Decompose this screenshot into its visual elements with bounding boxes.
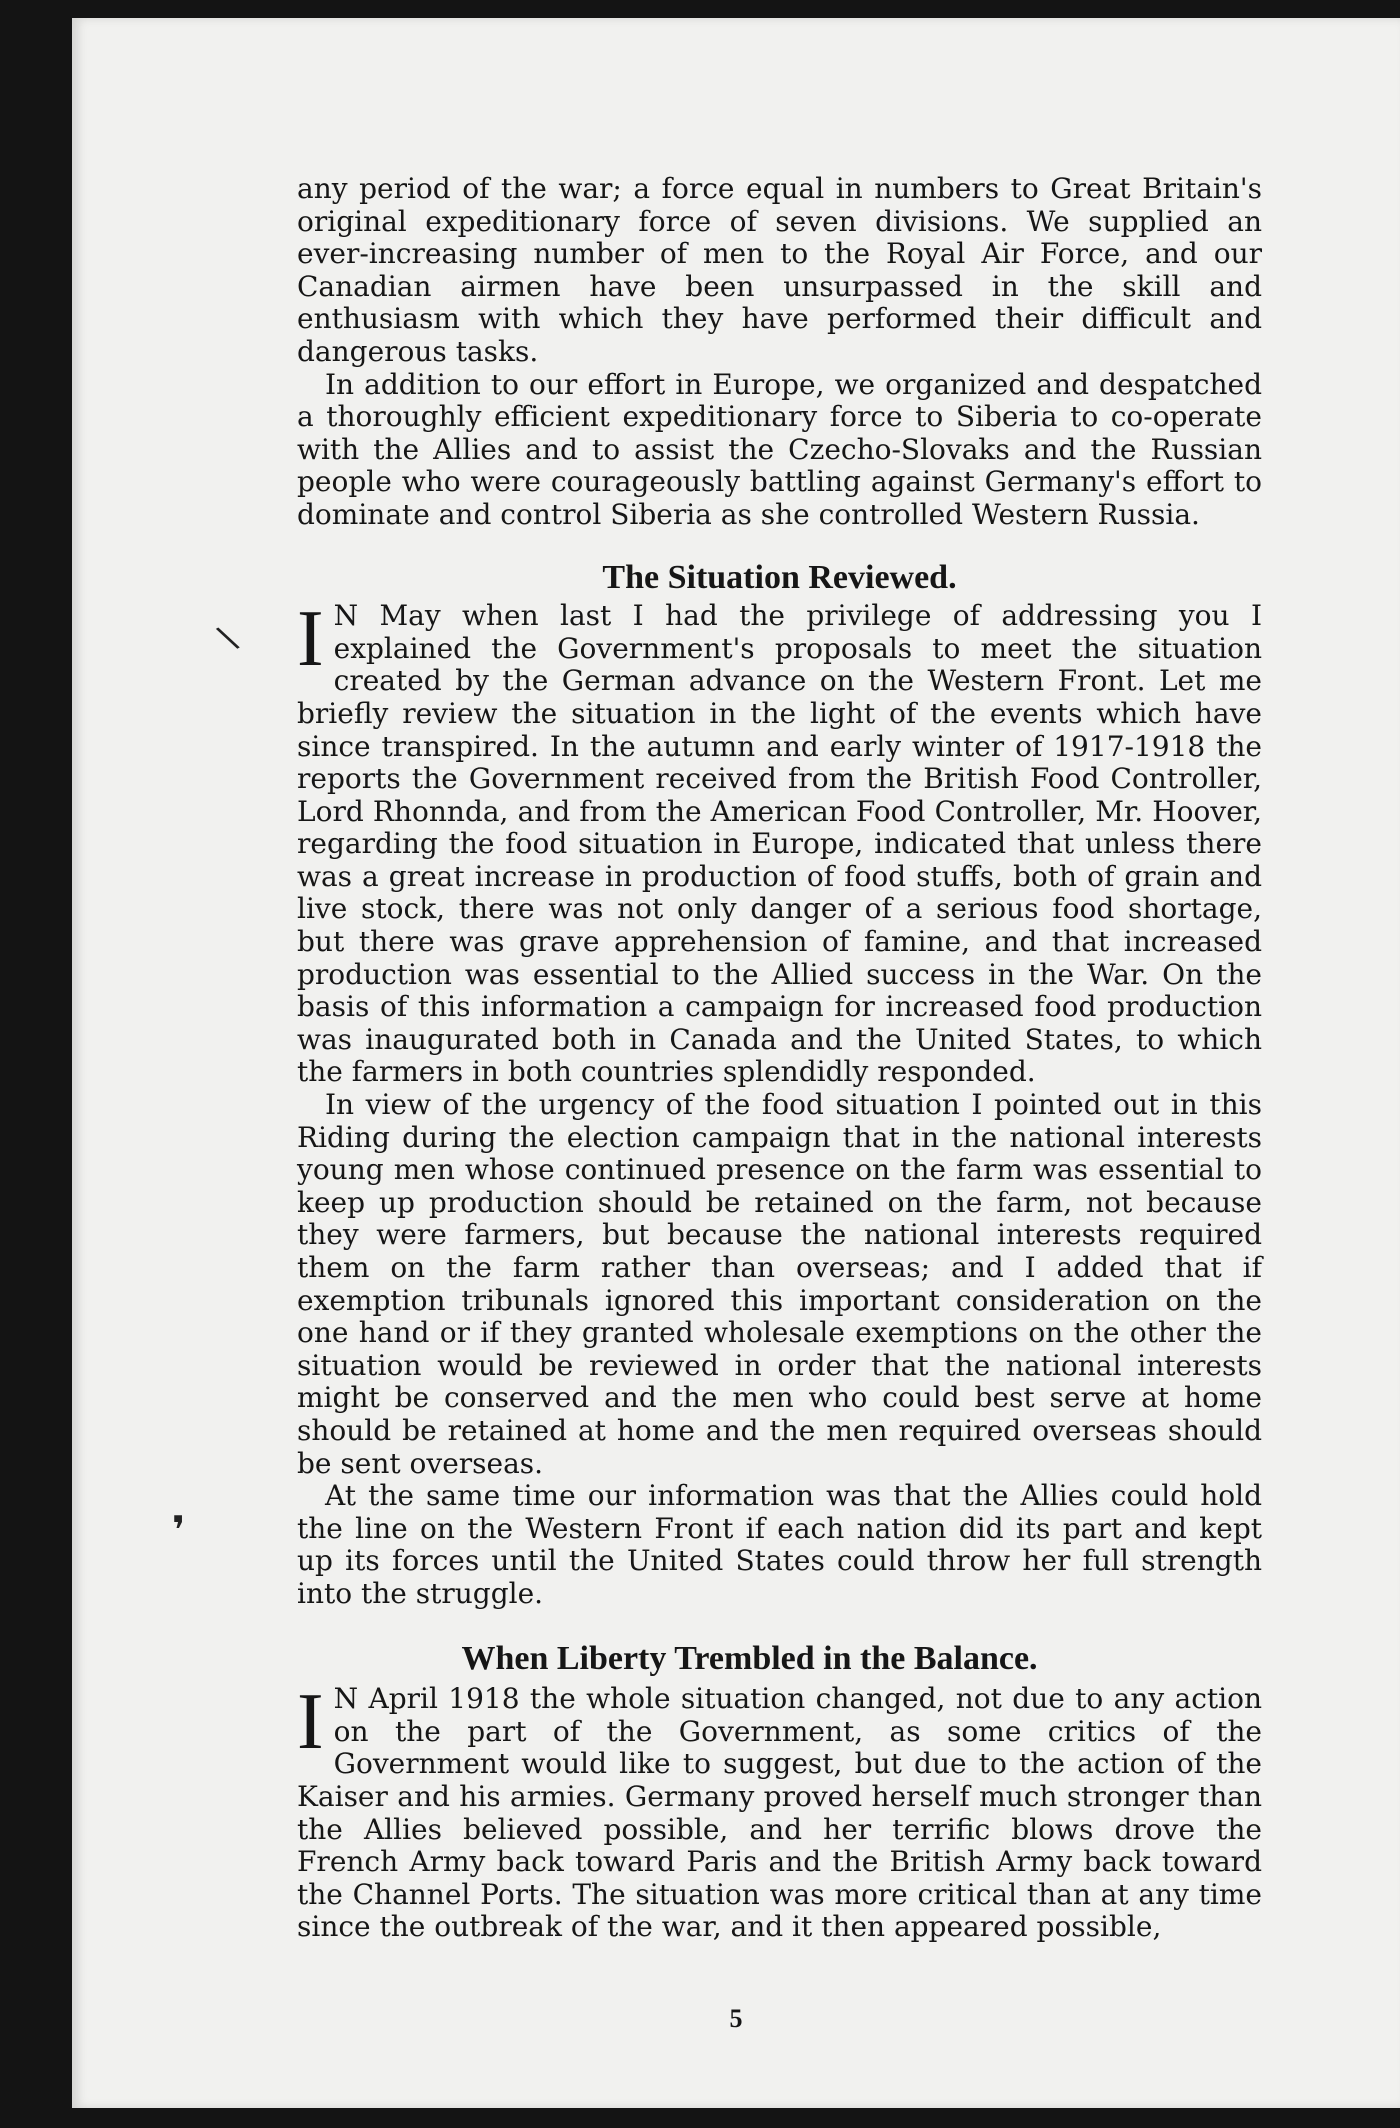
- page-body: [297, 173, 1262, 1944]
- section-heading: When Liberty Trembled in the Balance.: [461, 1639, 1038, 1677]
- paragraph-text: N April 1918 the whole situation changed, not due to any action on the part of the Government, as some critics of the Government would like to suggest, but due to the action of the Kaiser and his armies. Germany proved herself much stronger than the Allies believed possible, and her terrific blows drove the French Army back toward Paris and the British Army back toward the Channel Ports. The situation was more critical than at any time since the outbreak of the war, and it then appeared possible,: [297, 1682, 1262, 1944]
- paragraph-with-dropcap: [297, 1678, 1262, 1944]
- paragraph-with-dropcap: [297, 595, 1262, 1089]
- section-heading: The Situation Reviewed.: [602, 558, 957, 596]
- scan-top-border: [0, 0, 1400, 18]
- margin-mark: ❜: [172, 1508, 186, 1552]
- drop-cap: I: [297, 595, 324, 684]
- drop-cap: I: [297, 1678, 324, 1767]
- paragraph: In addition to our effort in Europe, we organized and despatched a thoroughly efficient expeditionary force to Siberia to co-operate with the Allies and to assist the Czecho-Slovaks and the Russian people who were courageously battling against Germany's effort to dominate and control Siberia as she controlled Western Russia.: [297, 367, 1262, 531]
- page-number: 5: [729, 2004, 743, 2033]
- paragraph: any period of the war; a force equal in numbers to Great Britain's original expeditionary force of seven divisions. We supplied an ever-increasing number of men to the Royal Air Force, and our Canadian airmen have been unsurpassed in the skill and enthusiasm with which they have performed their difficult and dangerous tasks.: [297, 172, 1262, 368]
- margin-mark: \: [212, 617, 243, 659]
- paragraph-text: N May when last I had the privilege of addressing you I explained the Government's proposals to meet the situation created by the German advance on the Western Front. Let me briefly review the situation in the light of the events which have since transpired. In the autumn and early winter of 1917-1918 the reports the Government received from the British Food Controller, Lord Rhonnda, and from the American Food Controller, Mr. Hoover, regarding the food situation in Europe, indicated that unless there was a great increase in production of food stuffs, both of grain and live stock, there was not only danger of a serious food shortage, but there was grave apprehension of famine, and that increased production was essential to the Allied success in the War. On the basis of this information a campaign for increased food production was inaugurated both in Canada and the United States, to which the farmers in both countries splendidly responded.: [297, 599, 1262, 1089]
- paragraph: At the same time our information was that the Allies could hold the line on the Western Front if each nation did its part and kept up its forces until the United States could throw her full strength into the struggle.: [297, 1479, 1262, 1610]
- paragraph: In view of the urgency of the food situation I pointed out in this Riding during the election campaign that in the national interests young men whose continued presence on the farm was essential to keep up production should be retained on the farm, not because they were farmers, but because the national interests required them on the farm rather than overseas; and I added that if exemption tribunals ignored this important consideration on the one hand or if they granted wholesale exemptions on the other the situation would be reviewed in order that the national interests might be conserved and the men who could best serve at home should be retained at home and the men required overseas should be sent overseas.: [297, 1088, 1262, 1480]
- document-page: [72, 18, 1400, 2108]
